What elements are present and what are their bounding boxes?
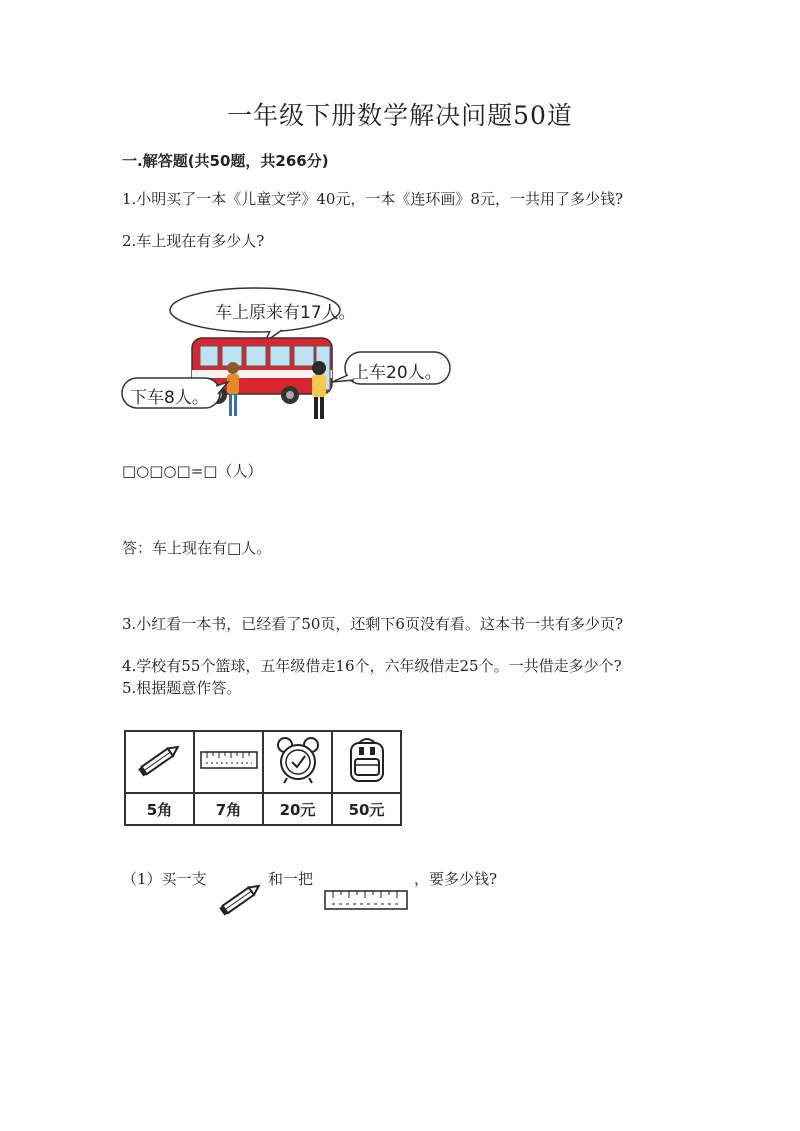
page-title: 一年级下册数学解决问题50道 — [227, 101, 573, 130]
subquestion-1-part-b: 和一把 — [268, 870, 314, 888]
bubble-right-text: 上车20人。 — [352, 363, 442, 383]
price-cell-pencil: 5角 — [125, 793, 194, 825]
subquestion-ruler — [324, 889, 408, 915]
equation-template: □○□○□=□（人） — [122, 462, 263, 480]
child-head — [227, 362, 239, 374]
price-table-cell — [263, 731, 332, 793]
ruler-icon — [200, 750, 258, 770]
price-table-cell — [125, 731, 194, 793]
subquestion-1-part-a: （1）买一支 — [122, 870, 207, 888]
adult-head — [312, 361, 326, 375]
subquestion-1-part-c: ，要多少钱? — [414, 870, 498, 888]
bus-window — [294, 346, 314, 366]
question-2: 2.车上现在有多少人? — [122, 232, 265, 250]
adult-leg — [320, 397, 324, 419]
child-body — [227, 374, 239, 394]
alarm-clock-icon — [275, 735, 321, 785]
ruler-icon — [324, 889, 408, 911]
bubble-top-text: 车上原来有17人。 — [215, 303, 356, 323]
subquestion-pencil — [216, 877, 266, 925]
bubble-left-text: 下车8人。 — [130, 388, 209, 408]
pencil-icon — [135, 738, 185, 782]
price-cell-backpack: 50元 — [332, 793, 401, 825]
section-heading: 一.解答题(共50题，共266分) — [122, 152, 329, 170]
answer-template: 答：车上现在有□人。 — [122, 539, 272, 557]
child-leg — [234, 394, 237, 416]
child-leg — [229, 394, 232, 416]
question-4: 4.学校有55个篮球，五年级借走16个，六年级借走25个。一共借走多少个? — [122, 657, 622, 675]
pencil-icon — [216, 877, 266, 921]
adult-leg — [314, 397, 318, 419]
adult-body — [312, 375, 326, 397]
bus-window — [246, 346, 266, 366]
price-cell-alarm-clock: 20元 — [263, 793, 332, 825]
question-1: 1.小明买了一本《儿童文学》40元，一本《连环画》8元，一共用了多少钱? — [122, 190, 623, 208]
question-3: 3.小红看一本书，已经看了50页，还剩下6页没有看。这本书一共有多少页? — [122, 615, 623, 633]
price-table-cell — [332, 731, 401, 793]
bus-window — [200, 346, 218, 366]
price-cell-ruler: 7角 — [194, 793, 263, 825]
bus-stripe — [192, 370, 332, 378]
backpack-icon — [344, 735, 390, 785]
question-5: 5.根据题意作答。 — [122, 679, 242, 697]
price-table-cell — [194, 731, 263, 793]
bus-scene-illustration — [120, 282, 460, 422]
price-table-icon-row — [125, 731, 401, 793]
bus-wheel-hub — [286, 391, 294, 399]
price-table — [124, 730, 402, 826]
bus-window — [270, 346, 290, 366]
price-table-price-row — [125, 793, 401, 825]
